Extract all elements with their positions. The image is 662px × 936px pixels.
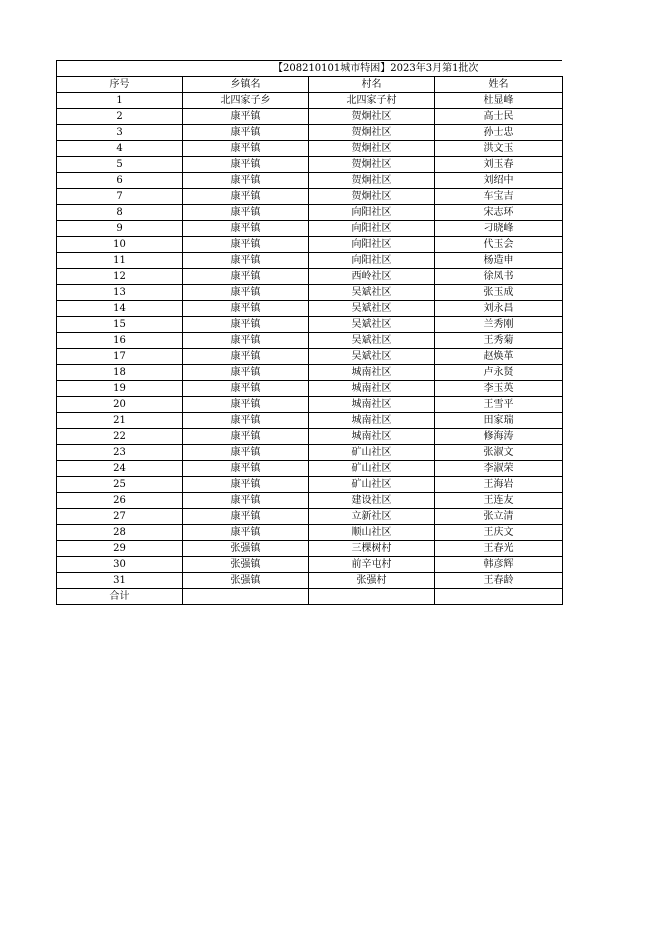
cell-village: 建设社区 [309, 493, 435, 509]
cell-town: 康平镇 [183, 157, 309, 173]
header-cell-town: 乡镇名 [183, 77, 309, 93]
cell-name: 王春龄 [435, 573, 563, 589]
table-row [57, 413, 563, 429]
cell-index: 10 [57, 237, 183, 253]
cell-index: 11 [57, 253, 183, 269]
cell-village: 贺炯社区 [309, 141, 435, 157]
cell-town: 康平镇 [183, 461, 309, 477]
cell-village: 前辛屯村 [309, 557, 435, 573]
table-row [57, 509, 563, 525]
header-cell-name: 姓名 [435, 77, 563, 93]
cell-name: 刘绍中 [435, 173, 563, 189]
cell-name: 兰秀刚 [435, 317, 563, 333]
cell-index: 2 [57, 109, 183, 125]
cell-name: 刘玉春 [435, 157, 563, 173]
cell-name: 王秀菊 [435, 333, 563, 349]
cell-town: 康平镇 [183, 125, 309, 141]
cell-name: 张玉成 [435, 285, 563, 301]
cell-village: 向阳社区 [309, 253, 435, 269]
cell-index: 22 [57, 429, 183, 445]
cell-index: 26 [57, 493, 183, 509]
cell-village: 张强村 [309, 573, 435, 589]
cell-town: 康平镇 [183, 109, 309, 125]
table-row [57, 189, 563, 205]
cell-town: 康平镇 [183, 237, 309, 253]
cell-town: 康平镇 [183, 493, 309, 509]
cell-name: 杨造申 [435, 253, 563, 269]
table-row [57, 333, 563, 349]
cell-name: 王海岩 [435, 477, 563, 493]
cell-village: 贺炯社区 [309, 125, 435, 141]
table-row [57, 237, 563, 253]
cell-index: 18 [57, 365, 183, 381]
cell-town: 康平镇 [183, 429, 309, 445]
cell-village: 矿山社区 [309, 477, 435, 493]
cell-name: 李淑荣 [435, 461, 563, 477]
table-row [57, 221, 563, 237]
cell-index: 12 [57, 269, 183, 285]
cell-village: 贺炯社区 [309, 157, 435, 173]
cell-village: 西岭社区 [309, 269, 435, 285]
cell-village: 城南社区 [309, 429, 435, 445]
cell-index: 23 [57, 445, 183, 461]
cell-name: 洪文玉 [435, 141, 563, 157]
cell-index: 27 [57, 509, 183, 525]
cell-name: 刁晓峰 [435, 221, 563, 237]
cell-index: 9 [57, 221, 183, 237]
cell-town: 康平镇 [183, 525, 309, 541]
cell-name: 李玉英 [435, 381, 563, 397]
table-row [57, 461, 563, 477]
cell-index: 14 [57, 301, 183, 317]
cell-town: 康平镇 [183, 173, 309, 189]
table-row [57, 349, 563, 365]
cell-village: 城南社区 [309, 413, 435, 429]
table-row [57, 301, 563, 317]
table-row [57, 573, 563, 589]
total-cell-town [183, 589, 309, 605]
cell-village: 向阳社区 [309, 237, 435, 253]
table-row [57, 109, 563, 125]
cell-town: 张强镇 [183, 557, 309, 573]
table-row [57, 317, 563, 333]
cell-village: 贺炯社区 [309, 173, 435, 189]
cell-town: 康平镇 [183, 141, 309, 157]
cell-index: 7 [57, 189, 183, 205]
cell-index: 28 [57, 525, 183, 541]
cell-name: 王连友 [435, 493, 563, 509]
cell-town: 康平镇 [183, 477, 309, 493]
table-row [57, 125, 563, 141]
cell-village: 矿山社区 [309, 445, 435, 461]
table-row [57, 205, 563, 221]
cell-name: 宋志环 [435, 205, 563, 221]
cell-index: 20 [57, 397, 183, 413]
cell-town: 北四家子乡 [183, 93, 309, 109]
table-row [57, 157, 563, 173]
cell-village: 向阳社区 [309, 205, 435, 221]
cell-index: 3 [57, 125, 183, 141]
sheet-title: 【208210101城市特困】2023年3月第1批次 [273, 63, 479, 74]
table-row [57, 445, 563, 461]
cell-town: 康平镇 [183, 333, 309, 349]
cell-village: 立新社区 [309, 509, 435, 525]
cell-town: 康平镇 [183, 413, 309, 429]
table-row [57, 253, 563, 269]
cell-village: 贺炯社区 [309, 109, 435, 125]
cell-name: 张立清 [435, 509, 563, 525]
cell-name: 徐凤书 [435, 269, 563, 285]
total-cell-village [309, 589, 435, 605]
header-cell-index: 序号 [57, 77, 183, 93]
table-row [57, 429, 563, 445]
cell-name: 卢永贤 [435, 365, 563, 381]
cell-index: 19 [57, 381, 183, 397]
cell-town: 康平镇 [183, 205, 309, 221]
title-row [56, 60, 562, 76]
table-row [57, 381, 563, 397]
cell-village: 吴斌社区 [309, 301, 435, 317]
total-cell-name [435, 589, 563, 605]
table-row [57, 541, 563, 557]
cell-name: 王庆文 [435, 525, 563, 541]
cell-town: 张强镇 [183, 573, 309, 589]
cell-name: 王雪平 [435, 397, 563, 413]
cell-index: 25 [57, 477, 183, 493]
cell-index: 13 [57, 285, 183, 301]
cell-name: 车宝吉 [435, 189, 563, 205]
cell-village: 北四家子村 [309, 93, 435, 109]
table-row [57, 557, 563, 573]
cell-village: 吴斌社区 [309, 317, 435, 333]
table-row [57, 173, 563, 189]
cell-town: 康平镇 [183, 269, 309, 285]
cell-index: 5 [57, 157, 183, 173]
cell-index: 29 [57, 541, 183, 557]
cell-town: 康平镇 [183, 189, 309, 205]
total-row [57, 589, 563, 605]
cell-village: 三棵树村 [309, 541, 435, 557]
cell-index: 1 [57, 93, 183, 109]
cell-village: 吴斌社区 [309, 285, 435, 301]
table-body [57, 93, 563, 589]
cell-index: 17 [57, 349, 183, 365]
cell-village: 顺山社区 [309, 525, 435, 541]
cell-name: 韩彦辉 [435, 557, 563, 573]
cell-village: 向阳社区 [309, 221, 435, 237]
cell-name: 孙士忠 [435, 125, 563, 141]
table-row [57, 285, 563, 301]
cell-name: 高士民 [435, 109, 563, 125]
cell-name: 杜显峰 [435, 93, 563, 109]
cell-village: 城南社区 [309, 397, 435, 413]
table-row [57, 365, 563, 381]
cell-village: 城南社区 [309, 381, 435, 397]
table-row [57, 477, 563, 493]
header-cell-village: 村名 [309, 77, 435, 93]
cell-town: 康平镇 [183, 221, 309, 237]
cell-name: 刘永昌 [435, 301, 563, 317]
cell-name: 张淑文 [435, 445, 563, 461]
cell-town: 康平镇 [183, 253, 309, 269]
cell-town: 康平镇 [183, 365, 309, 381]
table-row [57, 141, 563, 157]
spreadsheet [56, 60, 562, 605]
cell-town: 康平镇 [183, 349, 309, 365]
header-row [57, 77, 563, 93]
cell-index: 15 [57, 317, 183, 333]
cell-village: 城南社区 [309, 365, 435, 381]
cell-index: 31 [57, 573, 183, 589]
cell-index: 4 [57, 141, 183, 157]
cell-town: 康平镇 [183, 285, 309, 301]
cell-name: 赵焕革 [435, 349, 563, 365]
cell-town: 康平镇 [183, 317, 309, 333]
cell-index: 21 [57, 413, 183, 429]
table-row [57, 269, 563, 285]
cell-village: 矿山社区 [309, 461, 435, 477]
cell-index: 16 [57, 333, 183, 349]
table-row [57, 525, 563, 541]
cell-index: 6 [57, 173, 183, 189]
cell-village: 吴斌社区 [309, 349, 435, 365]
table-row [57, 493, 563, 509]
cell-name: 王春光 [435, 541, 563, 557]
cell-town: 康平镇 [183, 509, 309, 525]
cell-index: 8 [57, 205, 183, 221]
cell-town: 张强镇 [183, 541, 309, 557]
cell-town: 康平镇 [183, 301, 309, 317]
cell-town: 康平镇 [183, 445, 309, 461]
cell-name: 田家瑞 [435, 413, 563, 429]
cell-town: 康平镇 [183, 381, 309, 397]
total-label-cell: 合计 [57, 589, 183, 605]
cell-index: 30 [57, 557, 183, 573]
cell-name: 代玉会 [435, 237, 563, 253]
cell-village: 贺炯社区 [309, 189, 435, 205]
table-row [57, 397, 563, 413]
cell-town: 康平镇 [183, 397, 309, 413]
cell-village: 吴斌社区 [309, 333, 435, 349]
table-row [57, 93, 563, 109]
data-table [56, 76, 563, 605]
cell-name: 修海涛 [435, 429, 563, 445]
cell-index: 24 [57, 461, 183, 477]
